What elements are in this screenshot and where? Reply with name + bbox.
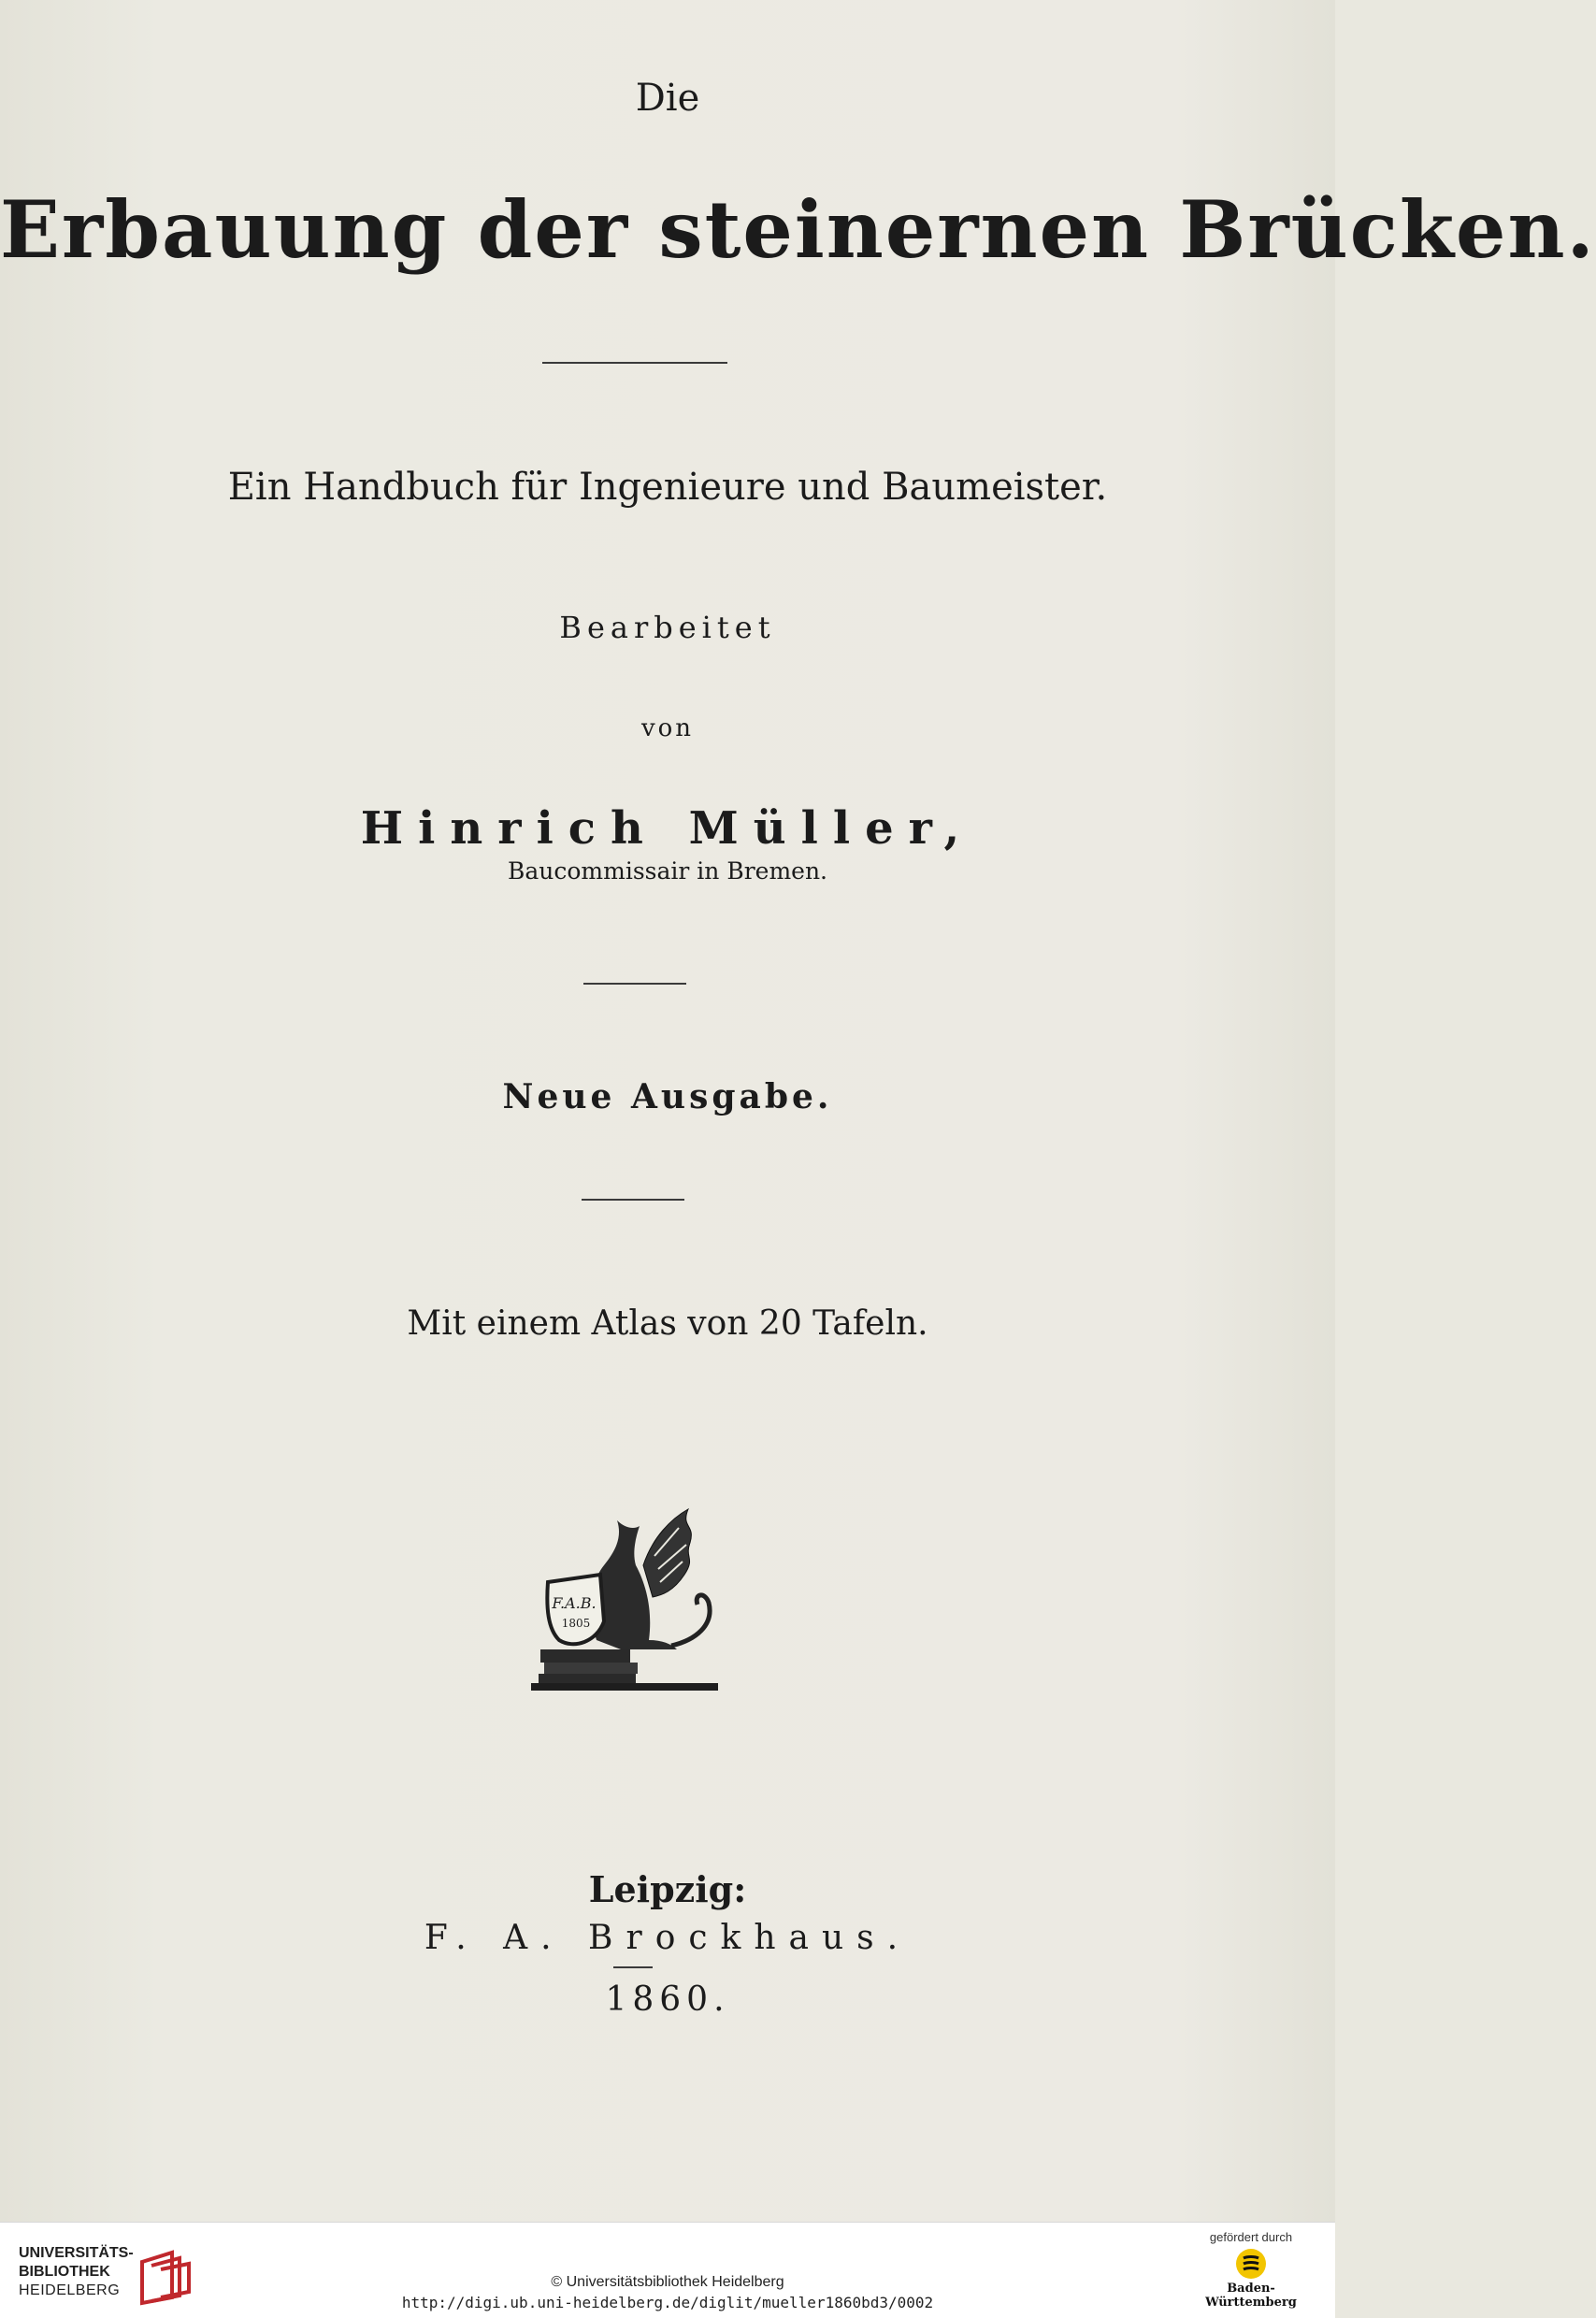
- sponsor-label: gefördert durch: [1209, 2230, 1293, 2244]
- divider-rule: [583, 983, 686, 985]
- emblem-year: 1805: [561, 1617, 591, 1630]
- publication-place: Leipzig:: [588, 1868, 747, 1910]
- divider-rule: [582, 1199, 684, 1201]
- permalink-url[interactable]: http://digi.ub.uni-heidelberg.de/diglit/mueller1860bd3/0002: [401, 2294, 934, 2311]
- subtitle: Ein Handbuch für Ingenieure und Baumeister.: [227, 466, 1108, 509]
- baden-wuerttemberg-coat-of-arms-icon: [1235, 2248, 1267, 2280]
- author-role: Baucommissair in Bremen.: [507, 857, 827, 885]
- sponsor-block[interactable]: [1186, 2230, 1316, 2310]
- digitization-footer: [0, 2222, 1335, 2318]
- divider-rule: [613, 1966, 653, 1968]
- library-name-line3: HEIDELBERG: [19, 2282, 121, 2298]
- by-label: von: [640, 714, 695, 742]
- divider-rule: [542, 362, 727, 364]
- library-name-line2: BIBLIOTHEK: [19, 2264, 110, 2280]
- edited-label: Bearbeitet: [559, 610, 776, 645]
- publisher-name: F. A. Brockhaus.: [424, 1919, 912, 1957]
- emblem-monogram: F.A.B.: [552, 1594, 597, 1612]
- main-title: Erbauung der steinernen Brücken.: [0, 183, 1596, 276]
- sponsor-name: Baden-Württemberg: [1205, 2282, 1297, 2310]
- library-name-line1: UNIVERSITÄTS-: [19, 2245, 134, 2261]
- edition-label: Neue Ausgabe.: [502, 1077, 833, 1116]
- publication-year: 1860.: [605, 1980, 730, 2019]
- author-name: Hinrich Müller,: [360, 802, 975, 855]
- griffin-printer-mark-icon: [531, 1500, 737, 1696]
- title-article: Die: [635, 77, 700, 120]
- copyright-text: © Universitätsbibliothek Heidelberg: [551, 2274, 784, 2290]
- atlas-note: Mit einem Atlas von 20 Tafeln.: [407, 1304, 928, 1343]
